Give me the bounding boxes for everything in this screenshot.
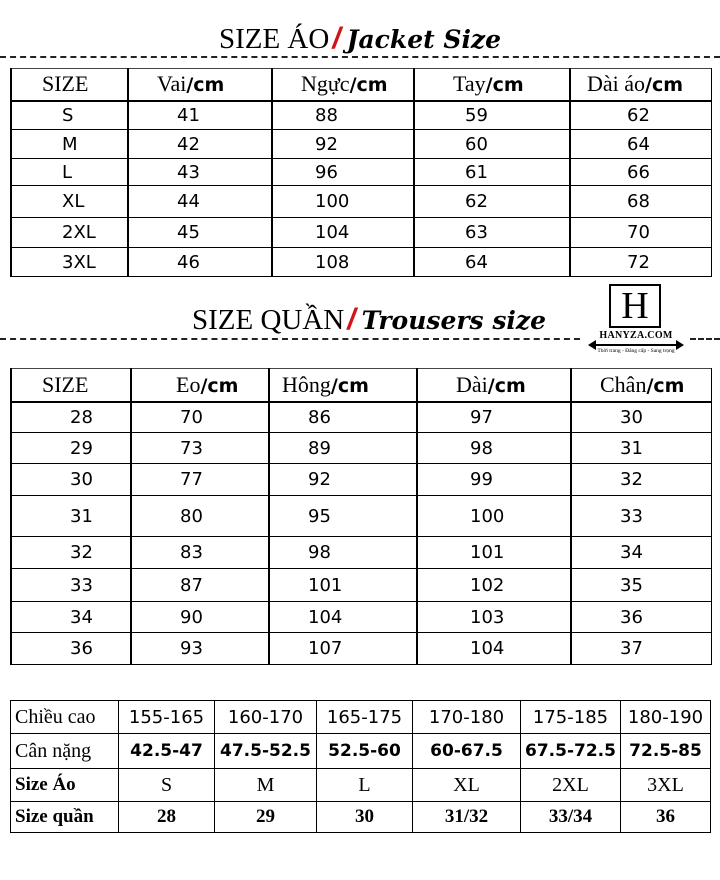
table-cell: M: [11, 130, 128, 159]
divider: [0, 56, 720, 58]
table-cell: 68: [570, 186, 711, 218]
table-cell: 101: [417, 537, 571, 569]
table-cell: 165-175: [317, 701, 413, 734]
table-row: [11, 496, 711, 537]
header-chan: Chân/cm: [571, 369, 711, 402]
table-cell: 160-170: [215, 701, 317, 734]
table-row: [11, 433, 711, 464]
table-cell: 52.5-60: [317, 734, 413, 769]
table-cell: 100: [417, 496, 571, 537]
table-cell: 170-180: [413, 701, 521, 734]
logo-letter: H: [609, 284, 661, 328]
table-cell: 72.5-85: [621, 734, 711, 769]
table-row: [11, 130, 711, 159]
table-cell: 33: [571, 496, 711, 537]
table-cell: 73: [131, 433, 269, 464]
header-hong: Hông/cm: [269, 369, 417, 402]
jacket-title-vi: SIZE ÁO: [218, 23, 330, 55]
header-tay: Tay/cm: [414, 69, 570, 101]
table-cell: 34: [11, 602, 131, 633]
logo-brand: HANYZA.COM: [599, 330, 673, 341]
table-cell: 95: [269, 496, 417, 537]
table-cell: L: [11, 159, 128, 186]
table-cell: 98: [417, 433, 571, 464]
table-cell: XL: [11, 186, 128, 218]
table-cell: 47.5-52.5: [215, 734, 317, 769]
header-eo: Eo/cm: [131, 369, 269, 402]
divider: [0, 338, 580, 340]
header-nguc: Ngực/cm: [272, 69, 414, 101]
table-cell: 28: [11, 402, 131, 433]
table-cell: 36: [571, 602, 711, 633]
table-cell: 72: [570, 248, 711, 277]
table-cell: 155-165: [119, 701, 215, 734]
table-cell: 60: [414, 130, 570, 159]
table-cell: 93: [131, 633, 269, 665]
table-cell: 104: [269, 602, 417, 633]
table-cell: 3XL: [11, 248, 128, 277]
table-cell: 83: [131, 537, 269, 569]
table-cell: 45: [128, 218, 272, 248]
table-cell: 2XL: [11, 218, 128, 248]
table-cell: 41: [128, 101, 272, 130]
table-cell: 37: [571, 633, 711, 665]
table-cell: 33/34: [521, 802, 621, 833]
table-cell: 104: [417, 633, 571, 665]
table-row: [11, 159, 711, 186]
jacket-title-en: Jacket Size: [346, 25, 502, 54]
table-cell: 62: [570, 101, 711, 130]
header-size: SIZE: [11, 69, 128, 101]
table-row: [11, 537, 711, 569]
table-cell: 96: [272, 159, 414, 186]
table-cell: 42.5-47: [119, 734, 215, 769]
table-cell: 175-185: [521, 701, 621, 734]
row-label-height: Chiều cao: [11, 701, 119, 734]
table-cell: 31: [11, 496, 131, 537]
header-dai: Dài/cm: [417, 369, 571, 402]
header-size: SIZE: [11, 369, 131, 402]
table-row: [11, 633, 711, 665]
table-cell: 70: [570, 218, 711, 248]
table-cell: 29: [11, 433, 131, 464]
table-cell: 92: [269, 464, 417, 496]
table-cell: 33: [11, 569, 131, 602]
jacket-size-row: [11, 769, 711, 802]
table-cell: 44: [128, 186, 272, 218]
table-cell: 180-190: [621, 701, 711, 734]
table-cell: 43: [128, 159, 272, 186]
table-cell: 60-67.5: [413, 734, 521, 769]
table-cell: 97: [417, 402, 571, 433]
logo-tagline: Thời trang - Đẳng cấp - Sang trọng: [597, 348, 675, 354]
table-row: [11, 569, 711, 602]
table-cell: S: [11, 101, 128, 130]
table-cell: 100: [272, 186, 414, 218]
table-cell: 101: [269, 569, 417, 602]
table-header-row: [11, 369, 711, 402]
logo-divider: [596, 344, 676, 346]
trousers-size-title: [192, 303, 572, 337]
table-cell: 46: [128, 248, 272, 277]
table-cell: 98: [269, 537, 417, 569]
table-header-row: [11, 69, 711, 101]
table-row: [11, 402, 711, 433]
table-cell: 3XL: [621, 769, 711, 802]
trousers-size-row: [11, 802, 711, 833]
table-cell: L: [317, 769, 413, 802]
trousers-title-vi: SIZE QUẦN: [192, 304, 345, 336]
header-vai: Vai/cm: [128, 69, 272, 101]
table-cell: 67.5-72.5: [521, 734, 621, 769]
table-cell: 102: [417, 569, 571, 602]
table-cell: XL: [413, 769, 521, 802]
table-cell: 80: [131, 496, 269, 537]
table-cell: 2XL: [521, 769, 621, 802]
table-cell: 32: [11, 537, 131, 569]
table-cell: 63: [414, 218, 570, 248]
table-row: [11, 218, 711, 248]
weight-row: [11, 734, 711, 769]
table-cell: 35: [571, 569, 711, 602]
jacket-size-table: [10, 68, 712, 277]
table-cell: 34: [571, 537, 711, 569]
jacket-title-slash: /: [332, 22, 341, 55]
hanyza-logo: [588, 284, 684, 364]
table-cell: 70: [131, 402, 269, 433]
table-cell: 61: [414, 159, 570, 186]
table-cell: 29: [215, 802, 317, 833]
trousers-size-table: [10, 368, 712, 665]
table-cell: 62: [414, 186, 570, 218]
table-cell: 89: [269, 433, 417, 464]
table-cell: 59: [414, 101, 570, 130]
table-cell: 66: [570, 159, 711, 186]
row-label-jacket-size: Size Áo: [11, 769, 119, 802]
table-cell: 42: [128, 130, 272, 159]
table-cell: 64: [570, 130, 711, 159]
table-row: [11, 464, 711, 496]
table-cell: 107: [269, 633, 417, 665]
jacket-size-title: [0, 22, 720, 56]
row-label-trousers-size: Size quần: [11, 802, 119, 833]
table-cell: S: [119, 769, 215, 802]
height-row: [11, 701, 711, 734]
table-cell: 36: [11, 633, 131, 665]
divider: [690, 338, 720, 340]
table-cell: 104: [272, 218, 414, 248]
table-cell: 36: [621, 802, 711, 833]
table-row: [11, 248, 711, 277]
table-cell: 90: [131, 602, 269, 633]
table-cell: 31/32: [413, 802, 521, 833]
table-cell: 32: [571, 464, 711, 496]
table-cell: 88: [272, 101, 414, 130]
table-cell: 86: [269, 402, 417, 433]
table-cell: 103: [417, 602, 571, 633]
table-cell: 28: [119, 802, 215, 833]
table-row: [11, 101, 711, 130]
table-cell: 77: [131, 464, 269, 496]
header-dai-ao: Dài áo/cm: [570, 69, 711, 101]
table-cell: 31: [571, 433, 711, 464]
table-cell: 108: [272, 248, 414, 277]
table-cell: 30: [317, 802, 413, 833]
table-cell: 30: [571, 402, 711, 433]
table-row: [11, 602, 711, 633]
table-cell: 92: [272, 130, 414, 159]
table-cell: M: [215, 769, 317, 802]
row-label-weight: Cân nặng: [11, 734, 119, 769]
table-cell: 87: [131, 569, 269, 602]
table-cell: 99: [417, 464, 571, 496]
table-row: [11, 186, 711, 218]
table-cell: 64: [414, 248, 570, 277]
table-cell: 30: [11, 464, 131, 496]
size-guide-table: [10, 700, 711, 833]
trousers-title-slash: /: [347, 303, 356, 336]
trousers-title-en: Trousers size: [361, 306, 547, 335]
